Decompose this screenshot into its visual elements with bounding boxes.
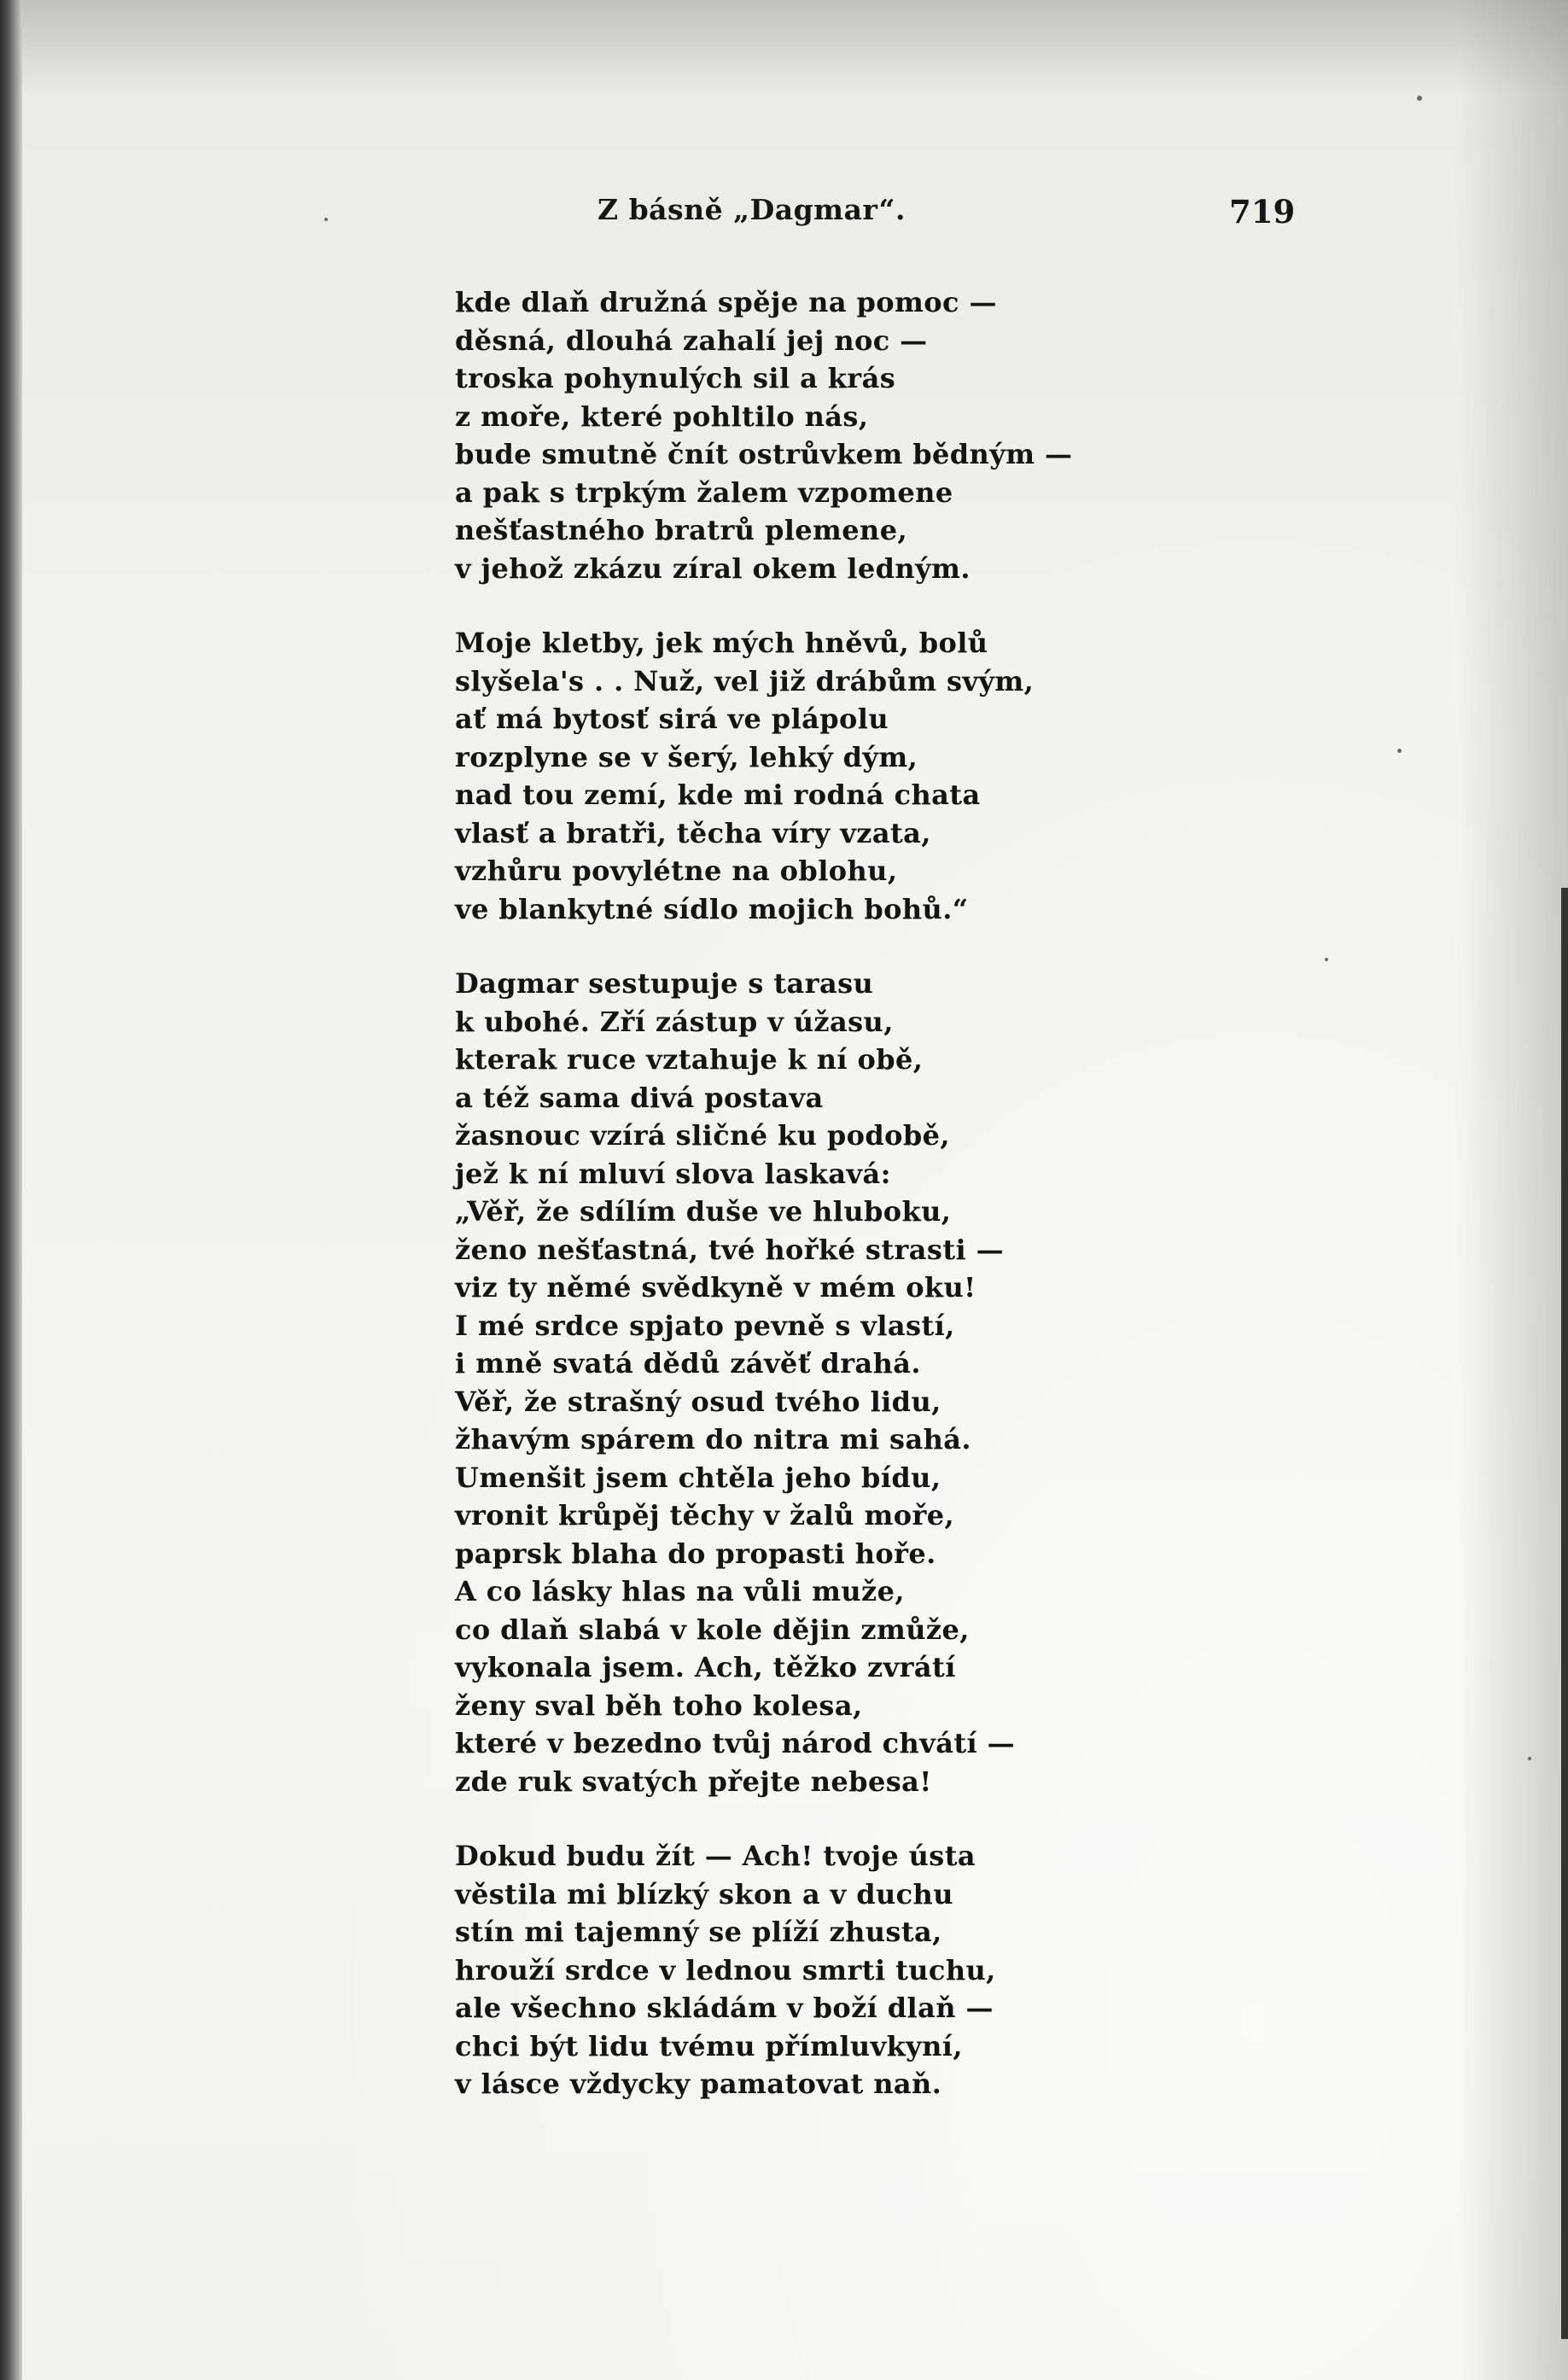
verse-line: nešťastného bratrů plemene, — [455, 514, 908, 546]
verse-line: hrouží srdce v lednou smrti tuchu, — [455, 1953, 996, 1986]
verse-line: nad tou zemí, kde mi rodná chata — [455, 779, 981, 811]
verse-line: žhavým spárem do nitra mi sahá. — [455, 1423, 971, 1455]
page-number: 719 — [1229, 193, 1296, 230]
verse-line: ať má bytosť sirá ve plápolu — [455, 703, 889, 735]
verse-line: z moře, které pohltilo nás, — [455, 400, 869, 433]
verse-line: vzhůru povylétne na oblohu, — [455, 855, 898, 887]
stanza-1 — [455, 283, 1104, 587]
verse-line: Umenšit jsem chtěla jeho bídu, — [455, 1461, 941, 1494]
verse-line: děsná, dlouhá zahalí jej noc — — [455, 324, 928, 357]
verse-line: zde ruk svatých přejte nebesa! — [455, 1765, 932, 1798]
verse-line: Věř, že strašný osud tvého lidu, — [455, 1385, 941, 1418]
verse-line: vlasť a bratři, těcha víry vzata, — [455, 816, 931, 849]
verse-line: které v bezedno tvůj národ chvátí — — [455, 1727, 1016, 1759]
verse-line: viz ty němé svědkyně v mém oku! — [455, 1271, 976, 1304]
verse-line: věstila mi blízký skon a v duchu — [455, 1877, 953, 1910]
verse-line: a též sama divá postava — [455, 1081, 824, 1114]
verse-line: „Věř, že sdílím duše ve hluboku, — [455, 1195, 952, 1228]
print-speck — [1417, 96, 1422, 101]
page-right-shadow — [1457, 0, 1568, 2380]
running-header — [0, 193, 1568, 236]
verse-line: A co lásky hlas na vůli muže, — [455, 1575, 905, 1607]
verse-line: paprsk blaha do propasti hoře. — [455, 1537, 936, 1570]
verse-line: kterak ruce vztahuje k ní obě, — [455, 1043, 924, 1076]
verse-line: ženo nešťastná, tvé hořké strasti — — [455, 1233, 1005, 1266]
verse-line: vykonala jsem. Ach, těžko zvrátí — [455, 1651, 956, 1683]
stanza-2 — [455, 624, 1104, 928]
verse-line: Dokud budu žít — Ach! tvoje ústa — [455, 1840, 976, 1872]
verse-line: chci být lidu tvému přímluvkyní, — [455, 2029, 963, 2062]
page-left-edge — [0, 0, 22, 2380]
verse-line: i mně svatá dědů závěť drahá. — [455, 1347, 921, 1380]
verse-line: ve blankytné sídlo mojich bohů.“ — [455, 892, 969, 925]
stanza-4 — [455, 1837, 1104, 2103]
verse-line: troska pohynulých sil a krás — [455, 362, 896, 394]
verse-line: Dagmar sestupuje s tarasu — [455, 967, 874, 1000]
print-speck — [1397, 749, 1402, 753]
print-speck — [1325, 958, 1328, 961]
page-right-edge — [1561, 888, 1568, 2339]
verse-line: bude smutně čnít ostrůvkem bědným — — [455, 438, 1073, 470]
verse-line: ženy sval běh toho kolesa, — [455, 1689, 863, 1722]
verse-line: co dlaň slabá v kole dějin zmůže, — [455, 1613, 970, 1646]
verse-line: v lásce vždycky pamatovat naň. — [455, 2068, 942, 2100]
verse-line: ale všechno skládám v boží dlaň — — [455, 1992, 994, 2024]
verse-line: vronit krůpěj těchy v žalů moře, — [455, 1499, 955, 1531]
verse-line: stín mi tajemný se plíží zhusta, — [455, 1916, 942, 1948]
page-top-shadow — [0, 0, 1568, 94]
verse-line: v jehož zkázu zíral okem ledným. — [455, 551, 971, 585]
running-title: Z básně „Dagmar“. — [597, 193, 906, 226]
verse-line: I mé srdce spjato pevně s vlastí, — [455, 1309, 955, 1342]
stanza-3 — [455, 965, 1104, 1800]
verse-line: jež k ní mluví slova laskavá: — [455, 1157, 891, 1190]
verse-line: slyšela's . . Nuž, vel již drábům svým, — [455, 664, 1035, 697]
verse-line: a pak s trpkým žalem vzpomene — [455, 475, 953, 509]
print-speck — [1528, 1757, 1531, 1760]
verse-line: k ubohé. Zří zástup v úžasu, — [455, 1005, 894, 1038]
poem-text — [455, 283, 1104, 2103]
verse-line: žasnouc vzírá sličné ku podobě, — [455, 1119, 950, 1152]
verse-line: rozplyne se v šerý, lehký dým, — [455, 740, 918, 773]
verse-line: Moje kletby, jek mých hněvů, bolů — [455, 627, 988, 659]
verse-line: kde dlaň družná spěje na pomoc — — [455, 286, 997, 318]
